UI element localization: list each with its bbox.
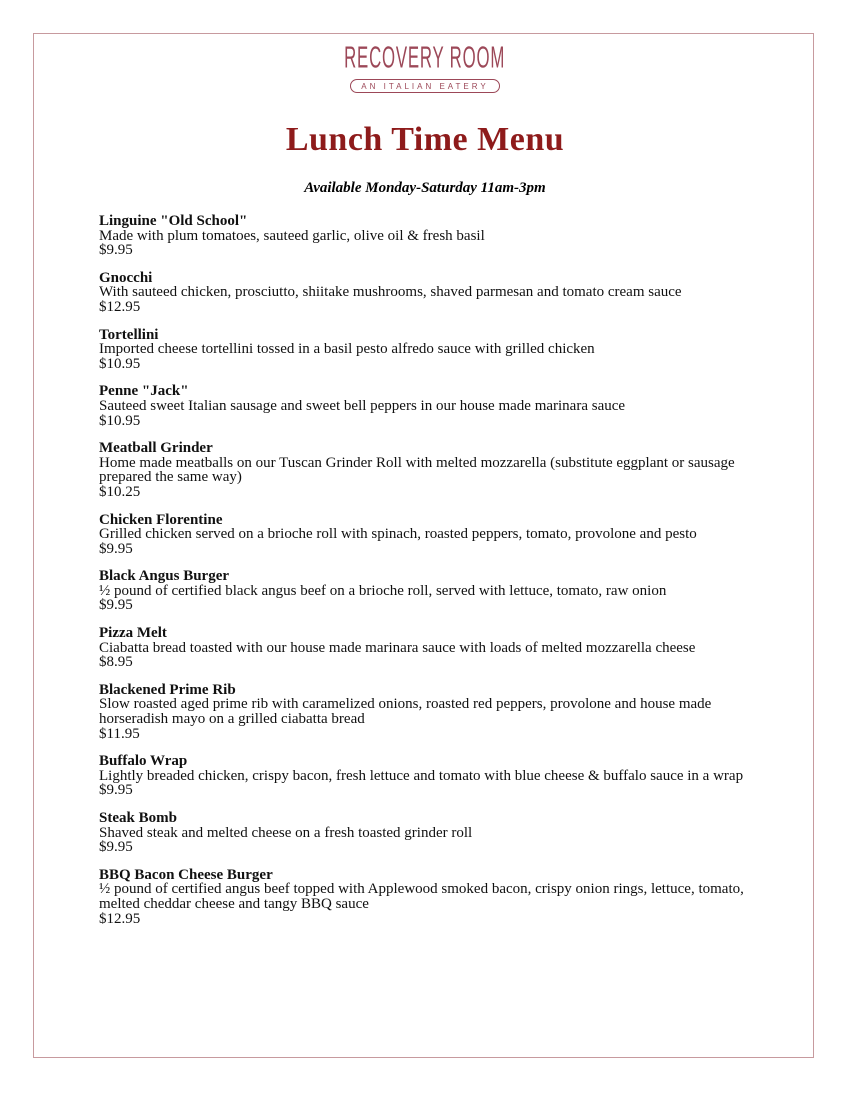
menu-item (99, 569, 769, 613)
restaurant-logo-tagline: AN ITALIAN EATERY (350, 79, 499, 93)
menu-item (99, 683, 769, 741)
menu-item-description: Made with plum tomatoes, sauteed garlic, olive oil & fresh basil (99, 227, 485, 244)
menu-item-name: Blackened Prime Rib (99, 681, 236, 698)
menu-item-description: Imported cheese tortellini tossed in a basil pesto alfredo sauce with grilled chicken (99, 341, 595, 358)
menu-item-name: Buffalo Wrap (99, 753, 188, 770)
menu-item-price: $10.25 (99, 483, 141, 500)
menu-item-price: $10.95 (99, 355, 141, 372)
restaurant-logo (0, 0, 850, 94)
menu-item-price: $9.95 (99, 242, 133, 259)
restaurant-logo-name: RECOVERY ROOM (344, 41, 506, 75)
page-title: Lunch Time Menu (285, 121, 565, 158)
menu-item-description: Lightly breaded chicken, crispy bacon, fresh lettuce and tomato with blue cheese & buffalo sauce in a wrap (99, 767, 744, 784)
menu-item-description: Sauteed sweet Italian sausage and sweet bell peppers in our house made marinara sauce (99, 397, 626, 414)
menu-item-description: ½ pound of certified angus beef topped with Applewood smoked bacon, crispy onion rings, lettuce, tomato, melted cheddar cheese and tangy BBQ sauce (99, 881, 744, 912)
menu-item-price: $12.95 (99, 910, 141, 927)
menu-item-description: With sauteed chicken, prosciutto, shiitake mushrooms, shaved parmesan and tomato cream sauce (99, 284, 682, 301)
menu-list (99, 214, 769, 926)
menu-item-price: $11.95 (99, 725, 140, 742)
menu-item-description: Home made meatballs on our Tuscan Grinder Roll with melted mozzarella (substitute eggplant or sausage prepared the same way) (99, 454, 735, 486)
menu-item-price: $9.95 (99, 782, 133, 799)
menu-item (99, 384, 769, 428)
menu-item (99, 328, 769, 372)
availability-subtitle: Available Monday-Saturday 11am-3pm (304, 180, 546, 196)
menu-item-price: $8.95 (99, 654, 133, 671)
menu-item-price: $9.95 (99, 597, 133, 614)
menu-item-description: Slow roasted aged prime rib with caramelized onions, roasted red peppers, provolone and house made horseradish mayo on a grilled ciabatta bread (99, 696, 712, 728)
menu-item (99, 441, 769, 499)
menu-item-price: $9.95 (99, 839, 133, 856)
menu-item (99, 626, 769, 670)
menu-item-name: Steak Bomb (99, 810, 177, 826)
menu-item (99, 754, 769, 798)
menu-item-description: Shaved steak and melted cheese on a fresh toasted grinder roll (99, 824, 473, 841)
menu-item-price: $10.95 (99, 412, 141, 429)
menu-item-description: Ciabatta bread toasted with our house made marinara sauce with loads of melted mozzarella cheese (99, 639, 696, 656)
menu-item (99, 271, 769, 315)
menu-item (99, 868, 769, 926)
menu-item-name: Gnocchi (99, 269, 153, 286)
menu-item-name: Chicken Florentine (99, 511, 223, 528)
menu-item (99, 513, 769, 557)
menu-item-name: Tortellini (99, 326, 159, 343)
menu-item-name: Pizza Melt (99, 625, 167, 642)
menu-item-name: Penne "Jack" (99, 383, 189, 400)
menu-item-description: ½ pound of certified black angus beef on a brioche roll, served with lettuce, tomato, raw onion (99, 582, 667, 599)
menu-item-name: BBQ Bacon Cheese Burger (99, 866, 273, 883)
menu-item-name: Meatball Grinder (99, 440, 213, 457)
menu-item-name: Black Angus Burger (99, 568, 230, 585)
menu-item (99, 811, 769, 855)
menu-item-description: Grilled chicken served on a brioche roll with spinach, roasted peppers, tomato, provolone and pesto (99, 526, 697, 543)
menu-item (99, 214, 769, 258)
menu-item-name: Linguine "Old School" (99, 213, 248, 229)
menu-item-price: $12.95 (99, 298, 141, 315)
menu-item-price: $9.95 (99, 540, 133, 557)
